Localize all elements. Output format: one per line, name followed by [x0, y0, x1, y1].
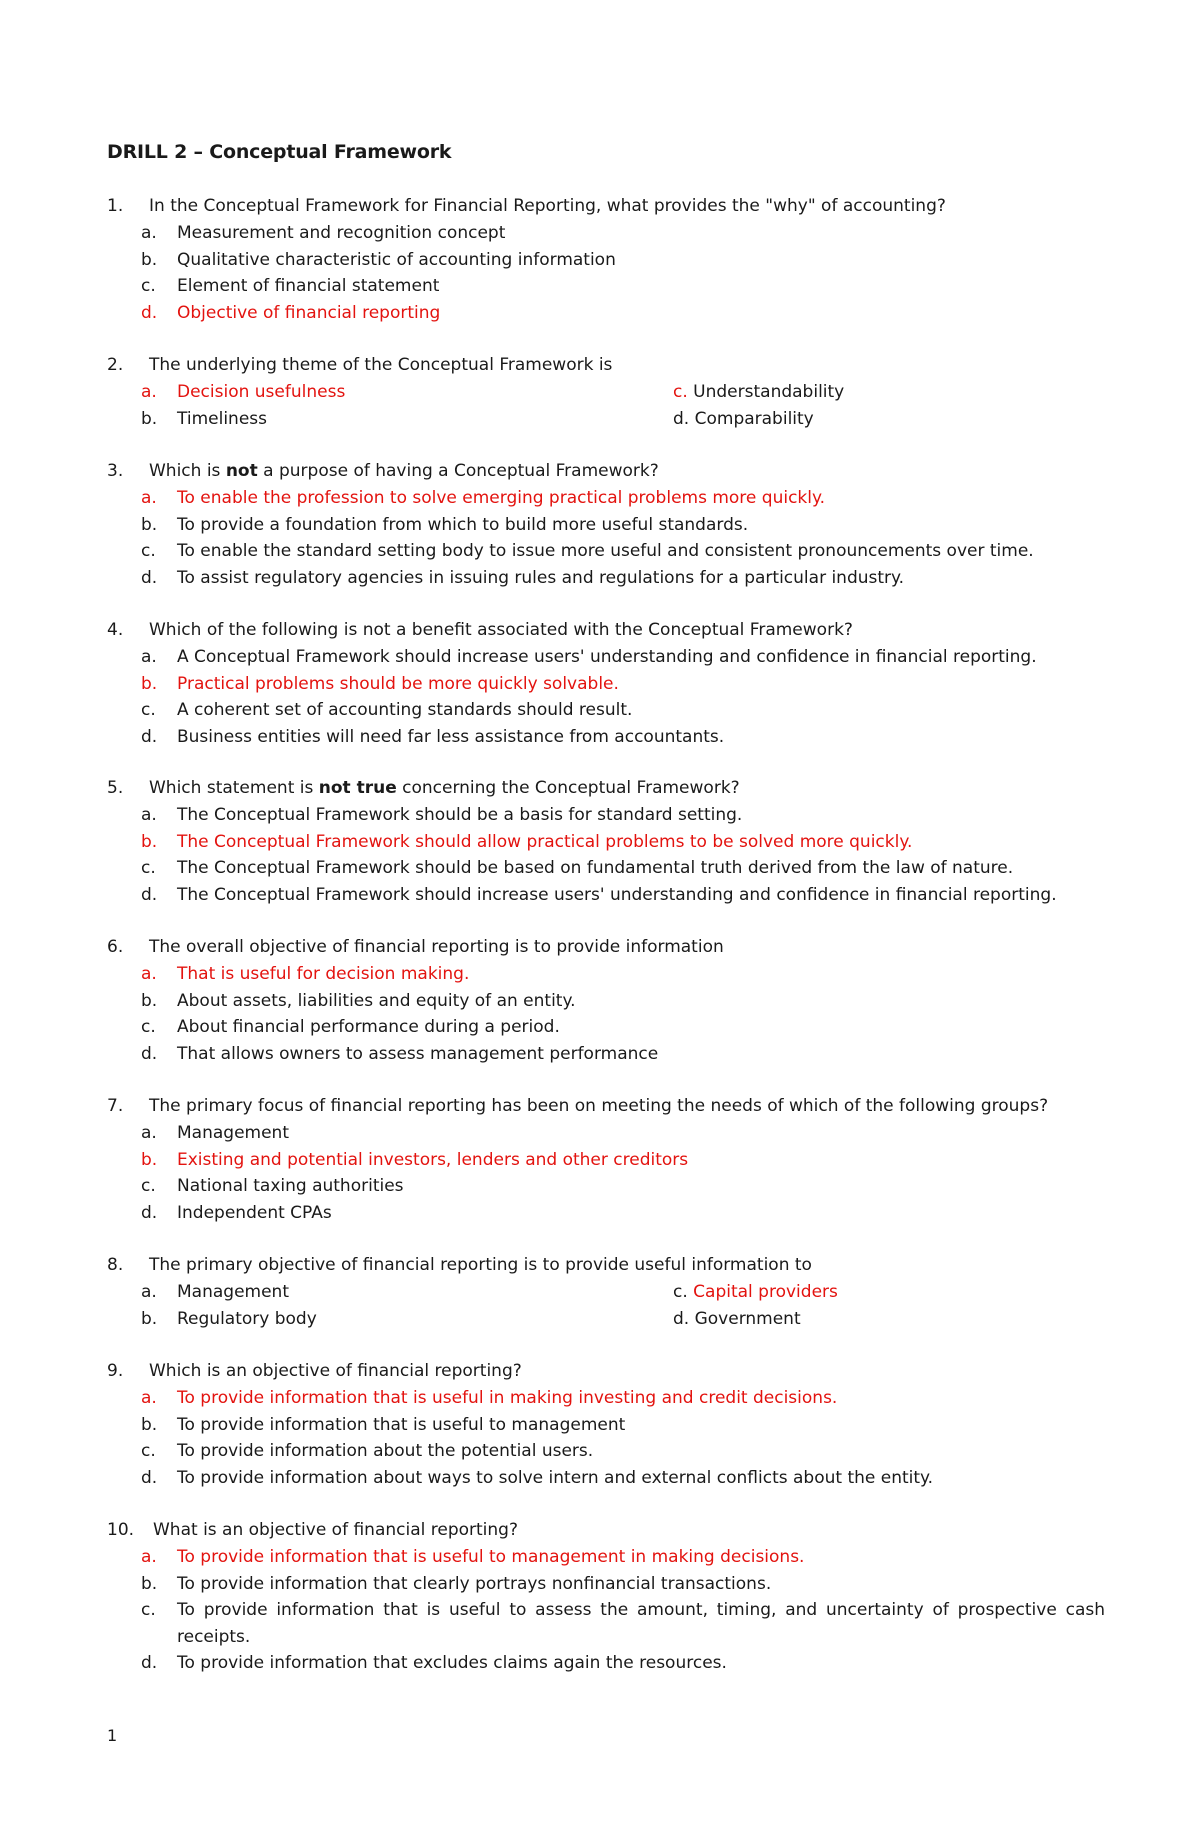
option-d: d. To provide information that excludes claims again the resources.: [141, 1653, 727, 1673]
question-text: What is an objective of financial reporting?: [153, 1520, 518, 1540]
question-7: [107, 1093, 1107, 1226]
question-6: [107, 934, 1107, 1067]
option-c: c. To provide information that is useful to assess the amount, timing, and uncertainty of prospective cash receipts.: [141, 1600, 1105, 1647]
option-d: d. Independent CPAs: [141, 1202, 332, 1223]
option-row: a. Management c. Capital providers: [107, 1279, 1107, 1306]
question-number: 10.: [107, 1520, 135, 1540]
question-text: Which of the following is not a benefit associated with the Conceptual Framework?: [149, 620, 853, 640]
option-a-answer: a. To provide information that is useful to management in making decisions.: [141, 1547, 805, 1567]
option-c-answer: c. Capital providers: [673, 1282, 838, 1302]
question-number: 4.: [107, 620, 124, 640]
option-c: c. A coherent set of accounting standards should result.: [141, 700, 633, 720]
option-b: Timeliness: [177, 408, 267, 429]
option-c: c. To enable the standard setting body to issue more useful and consistent pronouncements over time.: [141, 541, 1034, 561]
question-text: Which is an objective of financial reporting?: [149, 1361, 522, 1381]
option-d: d. The Conceptual Framework should increase users' understanding and confidence in financial reporting.: [141, 884, 1057, 905]
option-a-answer: a. To provide information that is useful in making investing and credit decisions.: [141, 1388, 838, 1408]
option-b: Regulatory body: [177, 1308, 317, 1329]
option-a-answer: a. To enable the profession to solve emerging practical problems more quickly.: [141, 488, 826, 508]
question-9: [107, 1358, 1107, 1491]
question-number: 5.: [107, 778, 124, 798]
option-c: c. Understandability: [673, 382, 845, 402]
option-a: a. Management: [141, 1123, 289, 1143]
question-text: The primary focus of financial reporting has been on meeting the needs of which of the following groups?: [149, 1096, 1049, 1116]
question-3: [107, 458, 1107, 591]
option-d: d. That allows owners to assess management performance: [141, 1043, 659, 1064]
option-d: d. Comparability: [673, 408, 814, 429]
option-d-answer: d. Objective of financial reporting: [141, 302, 441, 323]
question-number: 2.: [107, 355, 124, 375]
option-a: a. Measurement and recognition concept: [141, 223, 506, 243]
question-number: 6.: [107, 937, 124, 957]
question-text: Which statement is not true concerning the Conceptual Framework?: [149, 778, 740, 798]
option-row: a. Decision usefulness c. Understandability: [107, 379, 1107, 406]
option-b: b. To provide information that clearly portrays nonfinancial transactions.: [141, 1573, 772, 1594]
question-text: The underlying theme of the Conceptual Framework is: [149, 355, 613, 375]
question-8: [107, 1252, 1107, 1332]
option-a: a. A Conceptual Framework should increase users' understanding and confidence in financial reporting.: [141, 647, 1037, 667]
option-b-answer: b. Existing and potential investors, lenders and other creditors: [141, 1149, 689, 1170]
option-a-answer: a. That is useful for decision making.: [141, 964, 470, 984]
option-b-answer: b. The Conceptual Framework should allow practical problems to be solved more quickly.: [141, 831, 913, 852]
question-number: 9.: [107, 1361, 124, 1381]
option-b: b. To provide a foundation from which to build more useful standards.: [141, 514, 749, 535]
page-number: 1: [107, 1726, 118, 1745]
question-4: [107, 617, 1107, 750]
option-a: Management: [177, 1282, 289, 1302]
question-1: [107, 193, 1107, 326]
option-b-answer: b. Practical problems should be more quickly solvable.: [141, 673, 619, 694]
option-b: b. Qualitative characteristic of accounting information: [141, 249, 616, 270]
question-text: The primary objective of financial reporting is to provide useful information to: [149, 1255, 812, 1275]
question-10: [107, 1517, 1107, 1677]
option-row: b. Timeliness d. Comparability: [107, 406, 1107, 433]
option-b: b. To provide information that is useful to management: [141, 1414, 626, 1435]
option-c: c. The Conceptual Framework should be based on fundamental truth derived from the law of nature.: [141, 858, 1014, 878]
question-text: In the Conceptual Framework for Financial Reporting, what provides the "why" of accounting?: [149, 196, 946, 216]
question-text: The overall objective of financial reporting is to provide information: [149, 937, 724, 957]
question-text: Which is not a purpose of having a Conceptual Framework?: [149, 461, 659, 481]
option-c: c. To provide information about the potential users.: [141, 1441, 594, 1461]
option-d: d. Government: [673, 1308, 801, 1329]
option-d: d. Business entities will need far less assistance from accountants.: [141, 726, 725, 747]
question-number: 8.: [107, 1255, 124, 1275]
question-number: 3.: [107, 461, 124, 481]
option-d: d. To assist regulatory agencies in issuing rules and regulations for a particular industry.: [141, 567, 905, 588]
option-d: d. To provide information about ways to solve intern and external conflicts about the entity.: [141, 1467, 934, 1488]
option-c: c. National taxing authorities: [141, 1176, 404, 1196]
document-title: DRILL 2 – Conceptual Framework: [107, 141, 452, 163]
question-5: [107, 775, 1107, 908]
question-number: 7.: [107, 1096, 124, 1116]
question-2: [107, 352, 1107, 432]
option-row: b. Regulatory body d. Government: [107, 1306, 1107, 1333]
option-a-answer: Decision usefulness: [177, 382, 346, 402]
question-number: 1.: [107, 196, 124, 216]
option-c: c. Element of financial statement: [141, 276, 440, 296]
option-c: c. About financial performance during a period.: [141, 1017, 560, 1037]
option-a: a. The Conceptual Framework should be a basis for standard setting.: [141, 805, 743, 825]
option-b: b. About assets, liabilities and equity of an entity.: [141, 990, 576, 1011]
